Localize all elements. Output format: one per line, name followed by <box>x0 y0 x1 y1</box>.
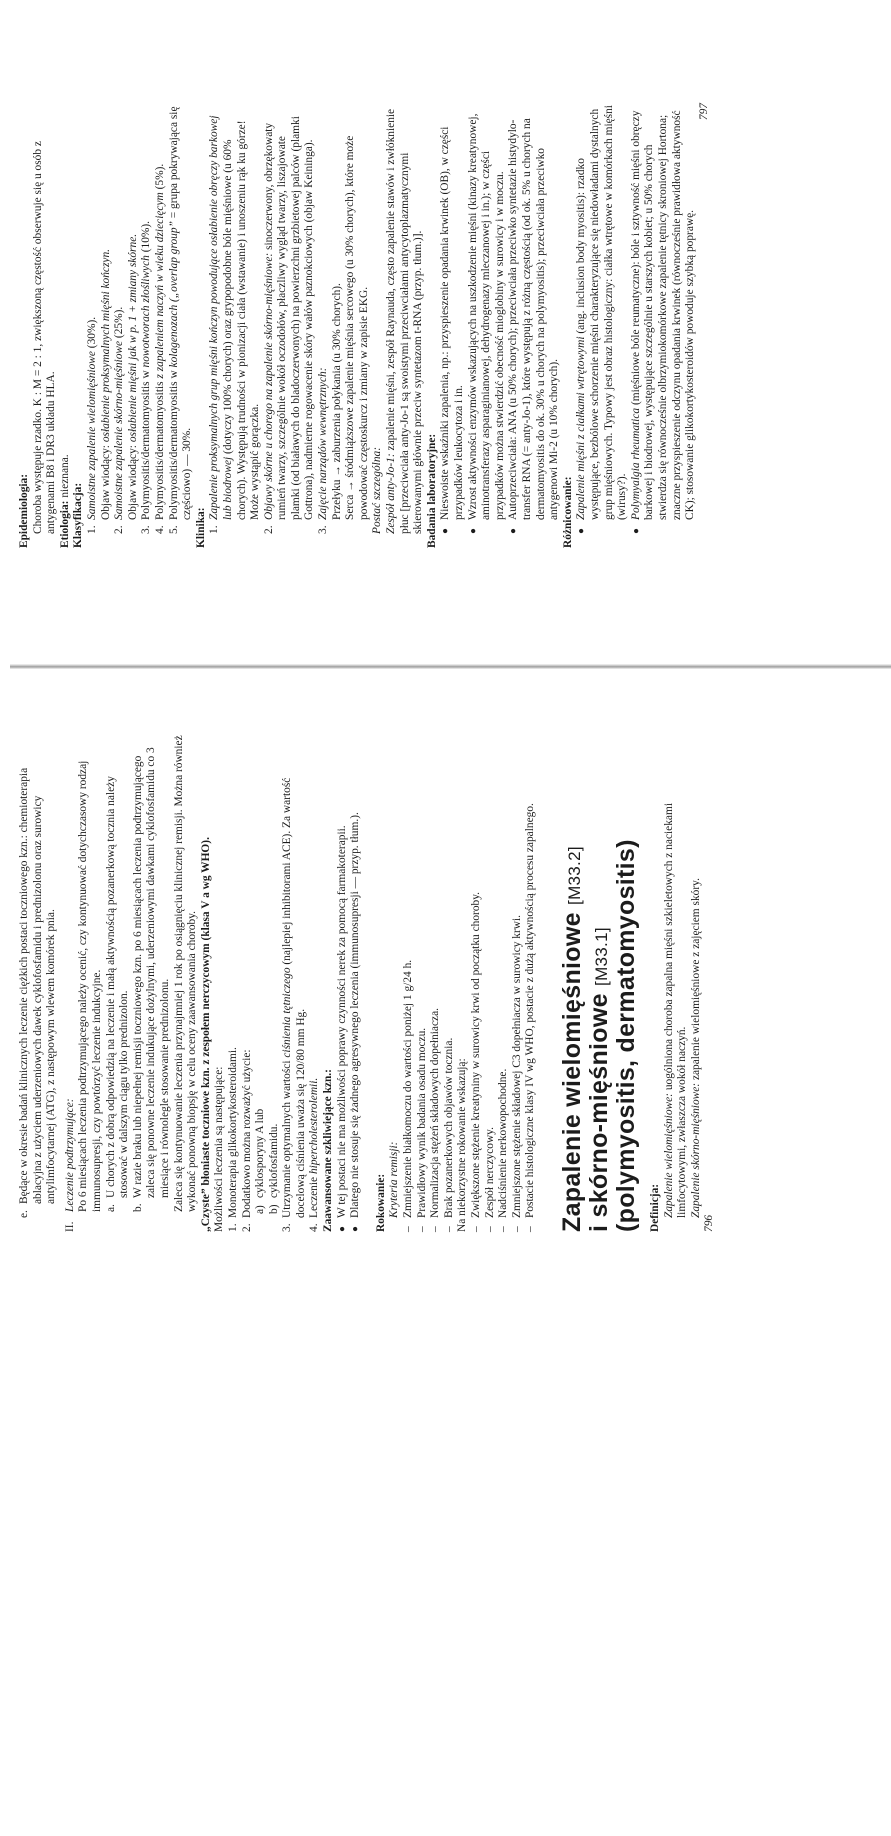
treatment-item-a <box>105 732 132 1212</box>
etiology-text: nieznana. <box>58 454 71 501</box>
chapter-title-line-1: Zapalenie wielomięśniowe <box>557 912 586 1232</box>
bullet-text: Nieswoiste wskaźniki zapalenia, np.: przyspieszenie opadania krwinek (OB), w części przypadków leukocytoza i in. <box>439 126 465 520</box>
item-term: Samoistne zapalenie wielomięśniowe <box>85 351 98 520</box>
dash-icon: – <box>510 1226 523 1232</box>
item-term: Zajęcie narządów wewnętrznych: <box>317 367 330 520</box>
unfavorable-label: Na niekorzystne rokowanie wskazują: <box>456 1058 469 1232</box>
treatment-item-e <box>18 732 59 1232</box>
unfavorable-item <box>497 732 511 1232</box>
item-rest: (25%). <box>113 306 126 341</box>
item-text: (dotyczy 100% chorych) oraz grypopodobne bóle mięśniowe (u 60% chorych). Występują trudności w pionizacji ciała (wstawanie) i unoszeniu rąk ku górze! Może wystąpić gorączka. <box>221 120 262 520</box>
remission-item <box>402 732 416 1232</box>
bullet-text: Dlatego nie stosuje się żadnego agresywnego leczenia (immunosupresji — przyp. tłum.). <box>349 812 362 1218</box>
bullet-icon: ● <box>440 527 452 534</box>
page-796 <box>18 732 717 1232</box>
lab-bullet-3 <box>507 103 561 548</box>
bullet-icon: ● <box>576 527 588 534</box>
item-number: 2. <box>240 1223 253 1232</box>
etiology-heading: Etiologia: <box>58 500 71 548</box>
item-text: W razie braku lub niepełnej remisji toczniowego kzn. po 6 miesiącach leczenia podtrzymującego zaleca się ponowne leczenie indukujące dożylnymi, uderzeniowymi dawkami cyklofosfamidu co 3 miesiące i równolegle stosowanie prednizolonu. <box>131 747 171 1198</box>
page-797 <box>18 103 711 548</box>
lab-heading: Badania laboratoryjne: <box>425 433 438 548</box>
section-note: Zaleca się kontynuowanie leczenia przynajmniej 1 rok po osiągnięciu klinicznej remisji. Można również wykonać ponowną biopsję w celu oceny zaawansowania choroby. <box>172 735 199 1212</box>
membranous-subitem-b <box>268 732 282 1218</box>
bullet-icon: ● <box>508 527 520 534</box>
section-text: Po 6 miesiącach leczenia podtrzymującego należy ocenić, czy kontynuować dotychczasowy rodzaj immunosupresji, czy powtórzyć leczenie indukcyjne. <box>77 760 103 1212</box>
differential-bullet-1 <box>575 103 629 548</box>
item-number: 2. <box>262 525 275 534</box>
remission-item <box>443 732 457 1232</box>
item-text: Brak pozanerkowych objawów tocznia. <box>442 1037 455 1218</box>
icd-code-1: [M33.2] <box>564 846 584 905</box>
item-text: Leczenie <box>308 1174 321 1218</box>
bullet-text: (ang. inclusion body myositis): rzadko występujące, bezbólowe schorzenie mięśni charakteryzujące się niedowładami dystalnych grup mięśniowych. Typowy jest obraz histologiczny: ciałka wtrętowe w komórkach mięśni (wirusy?). <box>575 105 629 520</box>
bullet-term: Polymyalgia rheumatica <box>629 407 642 520</box>
epidemiology-heading: Epidemiologia: <box>18 473 30 548</box>
item-number: 3. <box>317 525 330 534</box>
remission-label <box>388 732 402 1232</box>
epidemiology-text: Choroba występuje rzadko. K : M = 2 : 1, zwiększoną częstość obserwuje się u osób z antygenami B8 i DR3 układu HLA. <box>31 141 58 534</box>
item-number: 4. <box>308 1223 321 1232</box>
special-form-term: Zespół anty-Jo-1: <box>385 453 398 534</box>
item-sub: Objaw wiodący: <box>126 442 139 520</box>
item-term: kolagenozach („overlap group” <box>167 221 180 368</box>
item-number: 5. <box>167 525 180 534</box>
clinical-item-2 <box>263 103 317 548</box>
special-form-desc: zapalenie mięśni, zespół Raynauda, często zapalenie stawów i zwłóknienie płuc [przeciwciała anty-Jo-1 są swoistymi przeciwciałami antycytoplazmatycznymi skierowanymi głównie przeciw syntetazom t-RNA (przyp. tłum.)]. <box>385 108 425 534</box>
remission-item <box>416 732 430 1232</box>
item-text: Będące w okresie badań klinicznych leczenie ciężkich postaci toczniowego kzn.: chemioterapia ablacyjna z użyciem uderzeniowych dawek cyklofosfamidu i prednizolonu oraz surowicy antylimfocytarnej (ATG), z następowym wlewem komórek pnia. <box>18 767 58 1204</box>
membranous-item-4 <box>308 732 322 1232</box>
special-form-label <box>371 103 385 548</box>
item-term: Zapalenie proksymalnych grup mięśni kończyn powodujące osłabienie obręczy barkowej lub biodrowej <box>208 115 234 520</box>
item-text: Prawidłowy wynik badania osadu moczu. <box>415 1027 428 1218</box>
bullet-icon: ● <box>336 1225 348 1232</box>
item-label: a. <box>104 1204 117 1212</box>
membranous-intro: Możliwości leczenia są następujące: <box>213 1066 226 1232</box>
subitem-label: a) <box>254 1205 267 1214</box>
definition-dm <box>690 732 704 1232</box>
clinical-item-1 <box>208 103 262 548</box>
item-sub-italic: osłabienie mięśni jak w p. 1 + zmiany skórne. <box>126 233 139 443</box>
item-text-heart: Serca → śródmiąższowe zapalenie mięśnia sercowego (u 30% chorych), które może powodować częstoskurcz i zmiany w zapisie EKG. <box>344 135 370 520</box>
page-number: 796 <box>703 1214 716 1232</box>
lab-bullet-1 <box>439 103 466 548</box>
advanced-heading: Zaawansowane szkliwiejące kzn.: <box>322 1069 335 1232</box>
classification-item-4 <box>154 103 168 548</box>
item-term: Samoistne zapalenie skórno-mięśniowe <box>113 340 126 520</box>
etiology <box>59 103 73 548</box>
item-text: Zmniejszenie białkomoczu do wartości poniżej 1 g/24 h. <box>402 959 415 1218</box>
item-number: 2. <box>113 525 126 534</box>
classification-item-5 <box>168 103 195 548</box>
membranous-subitem-a <box>254 732 268 1218</box>
item-pre: Polymyositis/dermatomyositis w <box>167 367 180 520</box>
item-rest: (10%). <box>140 220 153 256</box>
item-rest: = grupa pokrywająca się częściowo) — 30%. <box>167 106 194 520</box>
item-pre: Polymyositis/dermatomyositis w <box>140 367 153 520</box>
dash-icon: – <box>415 1226 428 1232</box>
bullet-text: W tej postaci nie ma możliwości poprawy czynności nerek za pomocą farmakoterapii. <box>335 825 348 1218</box>
item-text: Normalizacja stężeń składowych dopełniacza. <box>429 1008 442 1218</box>
prognosis-heading: Rokowanie: <box>374 1173 387 1232</box>
item-text-esophagus: Przełyku → zaburzenia połykania (u 30% chorych). <box>330 283 343 520</box>
bullet-icon: ● <box>350 1225 362 1232</box>
treatment-section-II <box>64 732 200 1232</box>
item-term: hipercholesterolemii. <box>308 1077 321 1175</box>
remission-item <box>429 732 443 1232</box>
section-label: II. <box>63 1221 76 1232</box>
item-text: Nadciśnienie nerkowopochodne. <box>497 1068 510 1218</box>
item-rest: (5%). <box>153 163 166 193</box>
definition-heading: Definicja: <box>648 1183 661 1232</box>
item-text: sinoczerwony, obrzękowaty rumień twarzy, szczególnie wokół oczodołów, płaczliwy wygląd twarzy, liszajowate plamki (od białawych do bladoczerwonych) na powierzchni grzbietowej palców (plamki Gottrona), nadmierne rogowacenie skóry wałów paznokciowych (objaw Keininga). <box>262 116 316 520</box>
item-term: ciśnienia tętniczego <box>281 967 294 1058</box>
definition-term: Zapalenie wielomięśniowe: <box>662 1093 675 1218</box>
clinical-item-3 <box>317 103 371 548</box>
bullet-text: Wzrost aktywności enzymów wskazujących na uszkodzenie mięśni (kinazy kreatynowej, aminotransferazy asparaginianowej, dehydrogenazy mleczanowej i in.); w części przypadków można stwierdzić obecność mioglobiny w surowicy i w moczu. <box>466 113 506 520</box>
item-term: Objawy skórne u chorego na zapalenie skórno-mięśniowe: <box>262 252 275 520</box>
item-number: 1. <box>226 1223 239 1232</box>
item-text: Monoterapia glikokortykosteroidami. <box>226 1047 239 1218</box>
bullet-icon: ● <box>630 527 642 534</box>
chapter-title-line-2: i skórno-mięśniowe <box>584 993 613 1232</box>
item-number: 4. <box>153 525 166 534</box>
item-text: Utrzymanie optymalnych wartości <box>281 1057 294 1218</box>
bullet-text: Autoprzeciwciała: ANA (u 50% chorych); przeciwciała przeciwko syntetazie histydylo-transfer RNA (= anty-Jo-1), które występują z różną częstością (od ok. 5% u chorych na dermatomyositis do ok. 30% u chorych na polymyositis); przeciwciała przeciwko antygenowi Mi-2 (u 10% chorych). <box>507 118 561 520</box>
item-rest: (30%). <box>85 316 98 352</box>
item-sub: Objaw wiodący: <box>99 442 112 520</box>
bullet-text: (mięśniowe bóle reumatyczne): bóle i sztywność mięśni obręczy barkowej i biodrowej, występujące szczególnie u starszych kobiet; u 50% chorych stwierdza się równocześnie olbrzymiokomórkowe zapalenie tętnicy skroniowej Hortona; znaczne przyspieszenie odczynu opadania krwinek (równocześnie prawidłowa aktywność CK); stosowanie glikokortykosteroidów powoduje szybką poprawę. <box>629 110 697 520</box>
classification-item-1 <box>86 103 113 548</box>
item-text-post: (najlepiej inhibitorami ACE). Za wartość docelową ciśnienia uważa się 120/80 mm Hg. <box>281 777 307 1218</box>
dash-icon: – <box>402 1226 415 1232</box>
chapter-title <box>557 732 640 1232</box>
special-form-label-text: Postać szczególna: <box>371 447 384 534</box>
subitem-text: cyklofosfamidu. <box>267 1123 280 1198</box>
membranous-item-3 <box>281 732 308 1232</box>
subitem-text: cyklosporyny A lub <box>254 1108 267 1198</box>
unfavorable-item <box>484 732 498 1232</box>
definition-pm <box>663 732 690 1232</box>
classification-item-3 <box>140 103 154 548</box>
membranous-item-1 <box>227 732 241 1232</box>
item-number: 1. <box>85 525 98 534</box>
treatment-item-b <box>132 732 173 1212</box>
item-label: b. <box>131 1203 144 1212</box>
item-text: Zespół nerczycowy. <box>483 1127 496 1218</box>
item-label: e. <box>18 1210 30 1218</box>
remission-label-text: Kryteria remisji: <box>388 1141 401 1218</box>
membranous-heading: „Czyste” błoniaste toczniowe kzn. z zespołem nerczycowym (klasa V a wg WHO). <box>199 837 212 1232</box>
dash-icon: – <box>497 1226 510 1232</box>
item-number: 3. <box>140 525 153 534</box>
item-sub-italic: osłabienie proksymalnych mięśni kończyn. <box>99 249 112 443</box>
item-text: U chorych z dobrą odpowiedzią na leczenie i małą aktywnością pozanerkową tocznia należy stosować w dalszym ciągu tylko prednizolon. <box>104 776 131 1198</box>
item-text: Dodatkowo można rozważyć użycie: <box>240 1049 253 1218</box>
definition-text: uogólniona choroba zapalna mięśni szkieletowych z naciekami limfocytowymi, zwłaszcza wokół naczyń. <box>662 802 689 1218</box>
differential-bullet-2 <box>630 103 698 548</box>
advanced-bullet-2 <box>349 732 363 1232</box>
item-term: z zapaleniem naczyń w wieku dziecięcym <box>153 192 166 379</box>
lab-bullet-2 <box>467 103 508 548</box>
chapter-title-line-3: (polymyositis, dermatomyositis) <box>611 839 640 1232</box>
membranous-item-2 <box>241 732 282 1232</box>
unfavorable-item <box>470 732 484 1232</box>
classification-item-2 <box>113 103 140 548</box>
classification-heading: Klasyfikacja: <box>72 482 85 548</box>
bullet-term: Zapalenie mięśni z ciałkami wtrętowymi <box>575 336 588 520</box>
item-text: Zmniejszone stężenie składowej C3 dopełniacza w surowicy krwi. <box>510 914 523 1218</box>
differential-heading: Różnicowanie: <box>561 476 574 548</box>
definition-term: Zapalenie skórno-mięśniowe: <box>689 1082 702 1218</box>
page-number: 797 <box>697 103 710 121</box>
dash-icon: – <box>429 1226 442 1232</box>
unfavorable-item <box>524 732 538 1232</box>
icd-code-2: [M33.1] <box>591 927 611 986</box>
special-form-text <box>385 103 426 548</box>
item-term: nowotworach złośliwych <box>140 255 153 368</box>
item-number: 1. <box>208 525 221 534</box>
unfavorable-item <box>511 732 525 1232</box>
item-number: 3. <box>281 1223 294 1232</box>
dash-icon: – <box>524 1226 537 1232</box>
bullet-icon: ● <box>467 527 479 534</box>
dash-icon: – <box>483 1226 496 1232</box>
dash-icon: – <box>470 1226 482 1232</box>
clinical-heading: Klinika: <box>194 507 207 548</box>
item-text: Postacie histologiczne klasy IV wg WHO, postacie z dużą aktywnością procesu zapalnego. <box>524 803 537 1218</box>
book-gutter-shadow <box>10 664 891 669</box>
section-title: Leczenie podtrzymujące: <box>63 1098 76 1212</box>
subitem-label: b) <box>267 1204 280 1214</box>
definition-text: zapalenie wielomięśniowe z zajęciem skóry. <box>689 878 702 1083</box>
item-pre: Polymyositis/dermatomyositis <box>153 378 166 520</box>
advanced-bullet-1 <box>336 732 350 1232</box>
item-text: Zwiększone stężenie kreatyniny w surowicy krwi od początku choroby. <box>470 891 482 1218</box>
dash-icon: – <box>442 1226 455 1232</box>
